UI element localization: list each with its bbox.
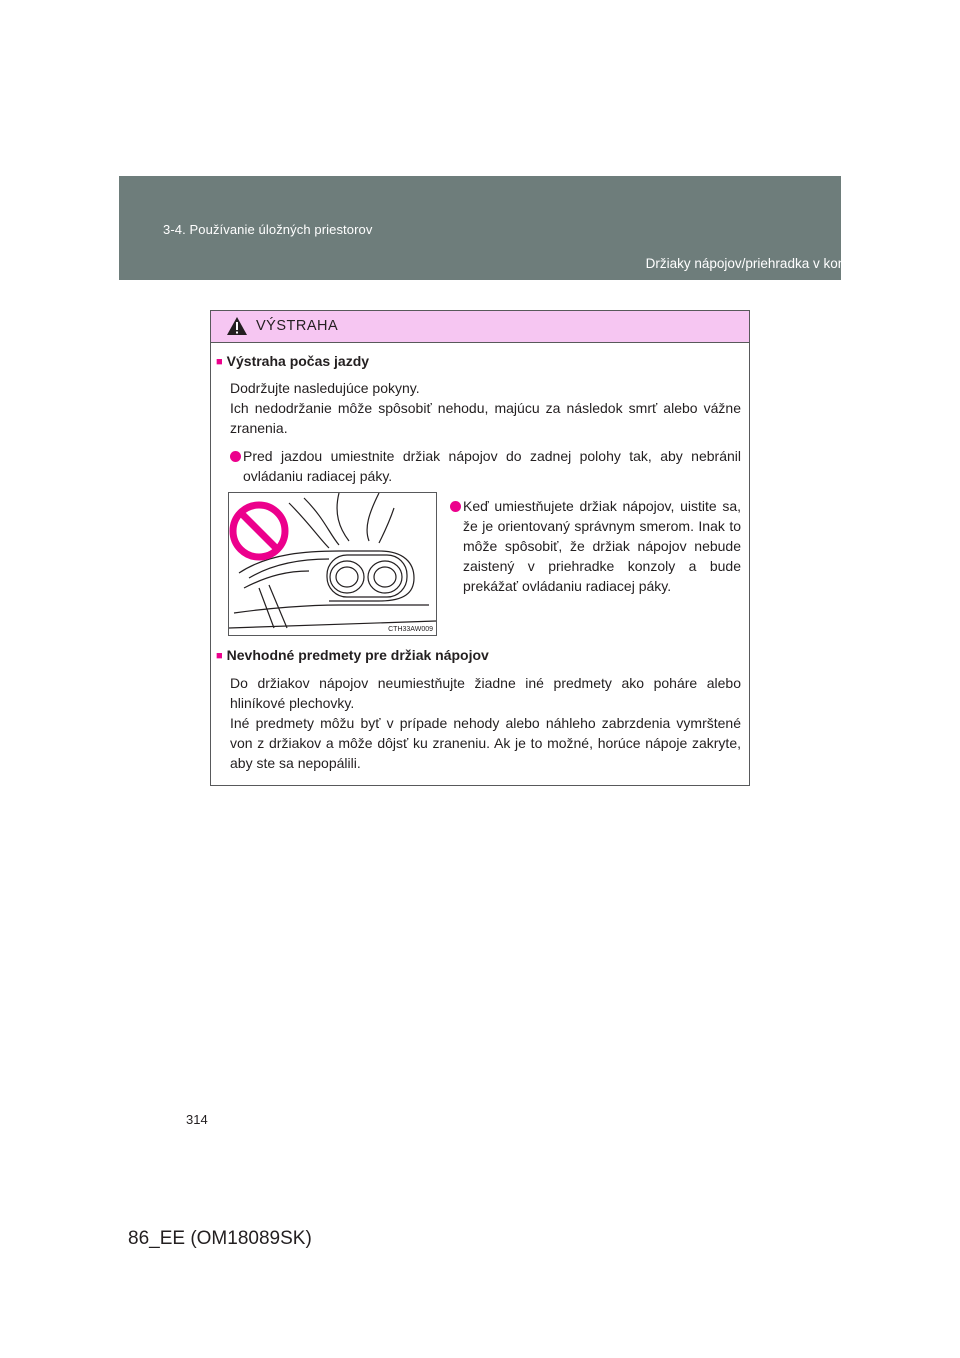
page-number: 314 [186, 1112, 208, 1127]
warning-header [211, 311, 749, 343]
bullet-dot-icon [450, 501, 461, 512]
paragraph-line: Do držiakov nápojov neumiestňujte žiadne iné predmety ako poháre alebo hliníkové plechovky. [230, 675, 741, 711]
paragraph-line: Dodržujte nasledujúce pokyny. [230, 380, 420, 396]
document-code: 86_EE (OM18089SK) [128, 1228, 312, 1249]
figure-code: CTH33AW009 [388, 626, 433, 633]
section-title: 3-4. Používanie úložných priestorov [163, 222, 373, 237]
square-bullet-icon: ■ [216, 650, 223, 662]
cup-holder-illustration [228, 492, 437, 636]
warning-label: VÝSTRAHA [256, 318, 339, 334]
section-heading-driving [216, 353, 369, 369]
square-bullet-icon: ■ [216, 356, 223, 368]
subsection-title: Držiaky nápojov/priehradka v konzole [645, 256, 870, 271]
section-heading-unsuitable [216, 647, 489, 663]
paragraph-line: Iné predmety môžu byť v prípade nehody alebo náhleho zabrzdenia vymrštené von z držiakov a môže dôjsť ku zraneniu. Ak je to možné, horúce nápoje zakryte, aby ste sa nepopálili. [230, 715, 741, 771]
bullet-position: Pred jazdou umiestnite držiak nápojov do zadnej polohy tak, aby nebránil ovládaniu radiacej páky. [243, 448, 741, 484]
section-heading-text: Nevhodné predmety pre držiak nápojov [226, 647, 489, 663]
prohibition-icon [233, 505, 285, 557]
bullet-orientation: Keď umiestňujete držiak nápojov, uistite sa, že je orientovaný správnym smerom. Inak to môže spôsobiť, že držiak nápojov nebude zaistený v priehradke konzoly a bude prekážať ovládaniu radiacej páky. [463, 498, 741, 594]
unsuitable-items-text [230, 673, 741, 773]
warning-triangle-icon [226, 316, 248, 336]
section-heading-text: Výstraha počas jazdy [226, 353, 370, 369]
driving-instructions [230, 378, 741, 438]
bullet-dot-icon [230, 451, 241, 462]
paragraph-line: Ich nedodržanie môže spôsobiť nehodu, majúcu za následok smrť alebo vážne zranenia. [230, 400, 741, 436]
warning-box [210, 310, 750, 786]
cup-holder-drawing [229, 493, 436, 635]
